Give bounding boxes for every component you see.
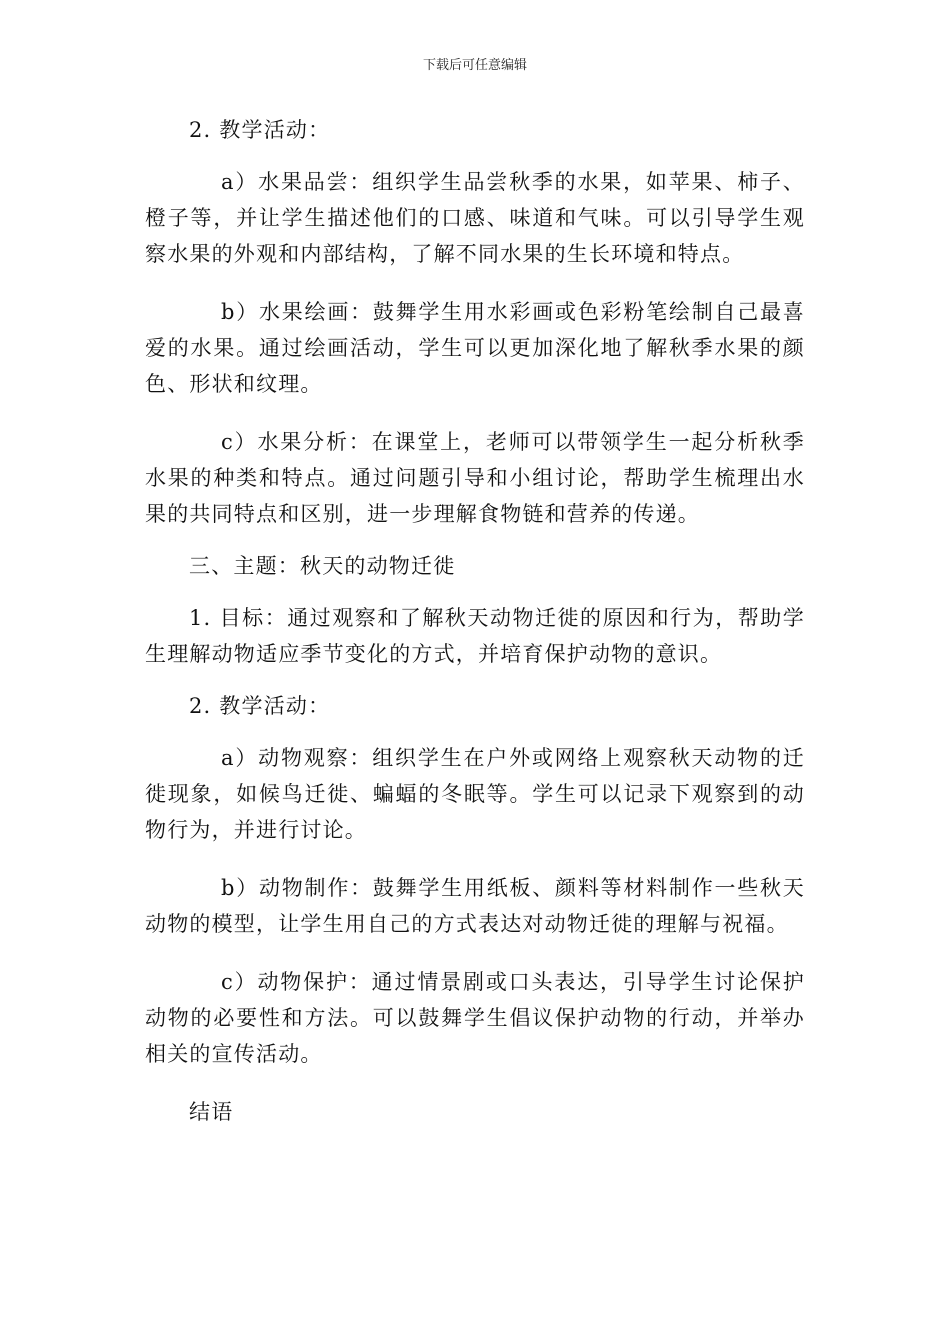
teaching-activities-heading-2: 2. 教学活动： [189, 694, 331, 718]
paragraph-animal-making: b）动物制作：鼓舞学生用纸板、颜料等材料制作一些秋天动物的模型，让学生用自己的方式表达对动物迁徙的理解与祝福。 [145, 876, 805, 936]
document-body [145, 112, 805, 1130]
teaching-activities-heading: 2. 教学活动： [189, 118, 331, 142]
paragraph-fruit-tasting: a）水果品尝：组织学生品尝秋季的水果，如苹果、柿子、橙子等，并让学生描述他们的口感、味道和气味。可以引导学生观察水果的外观和内部结构，了解不同水果的生长环境和特点。 [145, 170, 805, 266]
paragraph-animal-observation: a）动物观察：组织学生在户外或网络上观察秋天动物的迁徙现象，如候鸟迁徙、蝙蝠的冬眠等。学生可以记录下观察到的动物行为，并进行讨论。 [145, 746, 805, 842]
conclusion-heading: 结语 [189, 1100, 234, 1124]
paragraph-fruit-drawing: b）水果绘画：鼓舞学生用水彩画或色彩粉笔绘制自己最喜爱的水果。通过绘画活动，学生可以更加深化地了解秋季水果的颜色、形状和纹理。 [145, 300, 805, 396]
paragraph-fruit-analysis: c）水果分析：在课堂上，老师可以带领学生一起分析秋季水果的种类和特点。通过问题引导和小组讨论，帮助学生梳理出水果的共同特点和区别，进一步理解食物链和营养的传递。 [145, 430, 805, 526]
paragraph-goal: 1. 目标：通过观察和了解秋天动物迁徙的原因和行为，帮助学生理解动物适应季节变化的方式，并培育保护动物的意识。 [145, 606, 805, 666]
page-header: 下载后可任意编辑 [422, 58, 527, 73]
paragraph-animal-protection: c）动物保护：通过情景剧或口头表达，引导学生讨论保护动物的必要性和方法。可以鼓舞学生倡议保护动物的行动，并举办相关的宣传活动。 [145, 970, 805, 1066]
section-heading-animal-migration: 三、主题：秋天的动物迁徙 [189, 554, 456, 578]
